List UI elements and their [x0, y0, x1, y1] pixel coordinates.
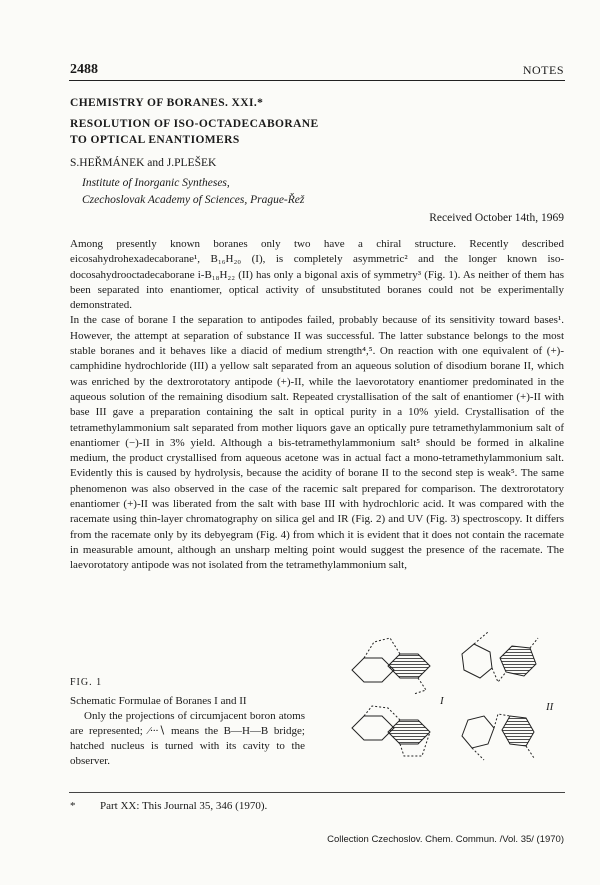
affiliation-line-2: Czechoslovak Academy of Sciences, Prague-Řež [82, 194, 305, 206]
label-borane-II: II [546, 701, 554, 713]
figure-caption-title: Schematic Formulae of Boranes I and II [70, 695, 247, 707]
header-rule [69, 80, 565, 81]
figure-caption [70, 694, 305, 769]
article-body [70, 237, 564, 574]
footnote-marker: * [70, 800, 76, 812]
borane-II-structure [462, 632, 538, 760]
figure-caption-text: Only the projections of circumjacent boron atoms are represented; ⁄∙∙∙∖ means the B—H—B bridge; hatched nucleus is turned with its cavity to the observer. [70, 710, 305, 767]
footnote-text: Part XX: This Journal 35, 346 (1970). [100, 800, 268, 812]
article-title-line-2: TO OPTICAL ENANTIOMERS [70, 134, 240, 146]
borane-formulae-drawing [338, 618, 574, 778]
footnote [70, 800, 267, 812]
affiliation [82, 175, 304, 209]
body-paragraph-2: In the case of borane I the separation to antipodes failed, probably because of its sensitivity toward bases¹. However, the attempt at separation of substance II was successful. The latter substance belongs to the most stable boranes and it behaves like a diacid of medium strength⁴,⁵. On reaction with one equivalent of (+)-camphidine hydrochloride (III) a yellow salt separated from an aqueous solution of disodium borane II, which was enriched by the dextrorotatory antipode (+)-II, while the laevorotatory enantiomer predominated in the aqueous solution of the remaining disodium salt. Repeated crystallisation of the salt of enantiomer (+)-II with base III gave a preparation containing the salt in optical purity in a 10% yield. Crystallisation of the tetramethylammonium salt separated from mother liquors gave an optically pure tetramethylammonium salt of enantiomer (−)-II in 3% yield. Although a bis-tetramethylammonium salt⁵ should be formed in alkaline medium, the product crystallised from aqueous acetone was in actual fact a mono-tetramethylammonium salt. Evidently this is caused by hydrolysis, because the acidity of borane II to the second step is weak⁵. The same phenomenon was also observed in the case of the racemic salt prepared for comparison. The dextrorotatory enantiomer (+)-II was liberated from the salt with base III with hydrochloric acid. It was compared with the racemate using thin-layer chromatography on silica gel and IR (Fig. 2) and UV (Fig. 3) spectroscopy. It differs from the racemate only by its debyegram (Fig. 4) from which it is evident that it does not contain the racemate in measurable amount, although an unsharp melting point would suggest the presence of the racemate. The laevorotatory antipode was not isolated from the tetramethylammonium salt, [70, 314, 564, 572]
affiliation-line-1: Institute of Inorganic Syntheses, [82, 177, 230, 189]
received-date: Received October 14th, 1969 [429, 212, 564, 224]
label-borane-I: I [440, 695, 444, 707]
figure-label: FIG. 1 [70, 677, 103, 688]
article-series-title: CHEMISTRY OF BORANES. XXI.* [70, 97, 264, 109]
article-title [70, 116, 319, 148]
journal-footer: Collection Czechoslov. Chem. Commun. /Vol. 35/ (1970) [327, 834, 564, 845]
borane-formulae-figure [338, 618, 574, 778]
section-heading: NOTES [522, 63, 564, 77]
body-paragraph-1: Among presently known boranes only two have a chiral structure. Recently described eicosahydrohexadecaborane¹, B₁₆H₂₀ (I), is completely asymmetric² and the longer known iso-docosahydrooctadecaborane i-B₁₈H₂₂ (II) has only a bigonal axis of symmetry³ (Fig. 1). As neither of them has been separated into enantiomer, optical activity of unsubstituted boranes could not be experimentally demonstrated. [70, 238, 564, 312]
footnote-rule [69, 792, 565, 793]
article-title-line-1: RESOLUTION OF ISO-OCTADECABORANE [70, 118, 319, 130]
authors: S.HEŘMÁNEK and J.PLEŠEK [70, 157, 217, 169]
borane-I-structure [352, 638, 430, 756]
page-number: 2488 [70, 62, 98, 77]
